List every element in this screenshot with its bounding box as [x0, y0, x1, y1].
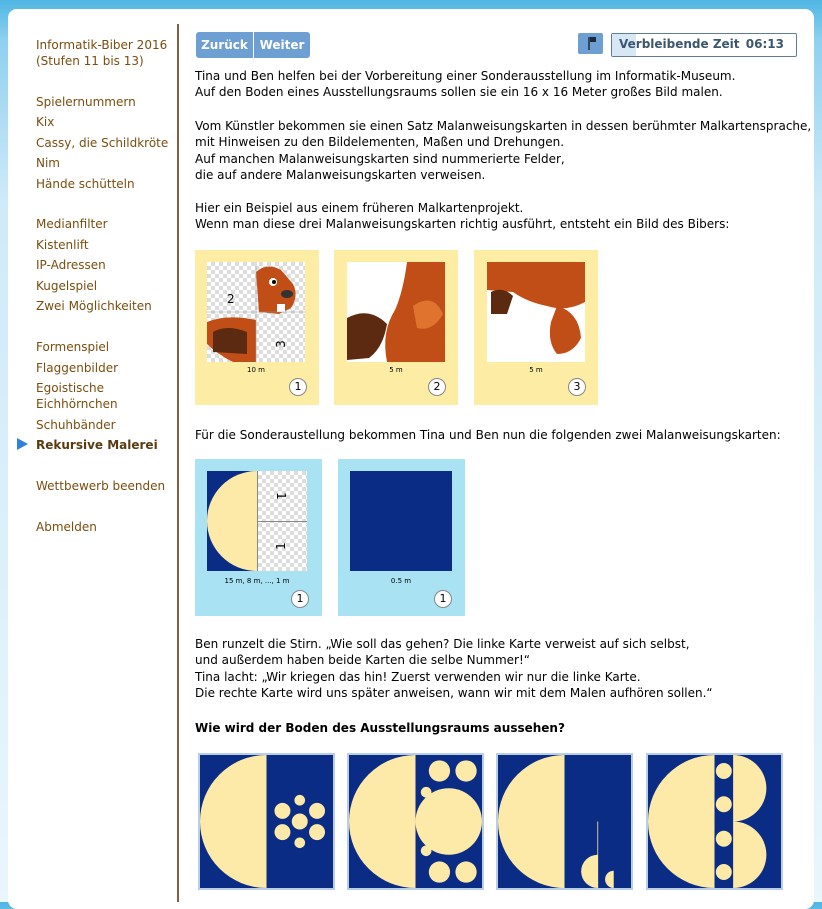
example-card-1	[195, 250, 319, 405]
special-card-stop-painting	[350, 471, 452, 571]
sidebar-item-cassy[interactable]: Cassy, die Schildkröte	[36, 136, 169, 150]
beaver-illustration	[207, 262, 305, 362]
cell-ref-1b: 1	[273, 542, 288, 550]
card-number-badge: 1	[291, 590, 309, 608]
instructions-text: Vom Künstler bekommen sie einen Satz Malanweisungskarten in dessen berühmter Malkartensprache, mit Hinweisen zu den Bildelementen, Maßen und Drehungen. Auf manchen Malanweisungskarten sind nummerierte Felder, die auf andere Malanweisungskarten verweisen.	[195, 119, 812, 182]
special-card-recursive-painting	[207, 471, 307, 571]
cell-separator	[257, 521, 307, 522]
cell-ref-1a: 1	[273, 492, 288, 500]
sidebar-item-spielernummern[interactable]: Spielernummern	[36, 95, 136, 109]
sidebar-item-rekursive-malerei[interactable]: Rekursive Malerei	[36, 438, 158, 452]
sidebar-item-medianfilter[interactable]: Medianfilter	[36, 217, 108, 231]
sidebar-nav	[8, 9, 176, 541]
sidebar-item-wettbewerb-beenden[interactable]: Wettbewerb beenden	[36, 479, 166, 493]
width-label: 5 m	[389, 366, 403, 374]
sidebar-divider	[177, 24, 179, 902]
intro-text: Tina und Ben helfen bei der Vorbereitung einer Sonderausstellung im Informatik-Museum. Auf den Boden eines Ausstellungsraums sollen sie ein 16 x 16 Meter großes Bild malen.	[195, 69, 736, 100]
card-number-badge: 3	[568, 378, 586, 396]
sidebar-item-nim[interactable]: Nim	[36, 156, 60, 170]
answer-d-illustration	[648, 755, 781, 888]
flag-button[interactable]	[578, 33, 603, 54]
question-text: Wie wird der Boden des Ausstellungsraums aussehen?	[195, 721, 565, 735]
sidebar-item-schuhbaender[interactable]: Schuhbänder	[36, 418, 116, 432]
flag-icon	[578, 33, 603, 54]
answer-option-c[interactable]	[496, 753, 633, 890]
answer-option-b[interactable]	[347, 753, 484, 890]
back-button[interactable]: Zurück	[196, 32, 253, 58]
active-item-arrow-icon	[17, 438, 28, 450]
answer-b-illustration	[349, 755, 482, 888]
timer-label: Verbleibende Zeit	[619, 37, 740, 51]
card-number-badge: 2	[428, 378, 446, 396]
answer-a-illustration	[200, 755, 333, 888]
beaver-body-illustration	[347, 262, 445, 362]
sidebar-item-ip-adressen[interactable]: IP-Adressen	[36, 258, 106, 272]
sidebar-item-abmelden[interactable]: Abmelden	[36, 520, 97, 534]
cell-ref-3: 3	[273, 340, 288, 348]
example-card-2-painting	[347, 262, 445, 362]
example-card-3	[474, 250, 598, 405]
sidebar-item-haende-schuetteln[interactable]: Hände schütteln	[36, 177, 135, 191]
answer-option-a[interactable]	[198, 753, 335, 890]
width-label: 10 m	[247, 366, 265, 374]
example-card-1-painting	[207, 262, 305, 362]
card-number-badge: 1	[434, 590, 452, 608]
sidebar-item-formenspiel[interactable]: Formenspiel	[36, 340, 110, 354]
width-label: 0.5 m	[390, 577, 412, 585]
answer-c-illustration	[498, 755, 631, 888]
sidebar-item-kistenlift[interactable]: Kistenlift	[36, 238, 89, 252]
card-number-badge: 1	[289, 378, 307, 396]
sidebar-item-egoistische-eichhoernchen[interactable]: Egoistische Eichhörnchen	[36, 381, 118, 411]
example-card-2	[334, 250, 458, 405]
width-label: 5 m	[529, 366, 543, 374]
remaining-time-box	[611, 33, 797, 57]
sidebar-item-contest-title[interactable]: Informatik-Biber 2016 (Stufen 11 bis 13)	[36, 38, 168, 68]
dialog-text: Ben runzelt die Stirn. „Wie soll das gehen? Die linke Karte verweist auf sich selbst, und außerdem haben beide Karten die selbe Nummer!“ Tina lacht: „Wir kriegen das hin! Zuerst verwenden wir nur die linke Karte. Die rechte Karte wird uns später anweisen, wann wir mit dem Malen aufhören sollen.“	[195, 637, 713, 700]
sidebar-item-flaggenbilder[interactable]: Flaggenbilder	[36, 361, 119, 375]
special-card-recursive	[195, 459, 322, 616]
sidebar-item-zwei-moeglichkeiten[interactable]: Zwei Möglichkeiten	[36, 299, 152, 313]
example-text: Hier ein Beispiel aus einem früheren Malkartenprojekt. Wenn man diese drei Malanweisungskarten richtig ausführt, entsteht ein Bild des Bibers:	[195, 201, 730, 232]
width-label: 15 m, 8 m, ..., 1 m	[224, 577, 290, 585]
sidebar-item-kix[interactable]: Kix	[36, 115, 55, 129]
beaver-legs-illustration	[487, 262, 585, 362]
timer-value: 06:13	[745, 37, 784, 51]
example-card-3-painting	[487, 262, 585, 362]
special-card-stop	[338, 459, 465, 616]
special-cards-text: Für die Sonderaustellung bekommen Tina und Ben nun die folgenden zwei Malanweisungskarten:	[195, 428, 781, 442]
sidebar-item-kugelspiel[interactable]: Kugelspiel	[36, 279, 98, 293]
cell-ref-2: 2	[227, 292, 235, 306]
answer-option-d[interactable]	[646, 753, 783, 890]
next-button[interactable]: Weiter	[254, 32, 310, 58]
